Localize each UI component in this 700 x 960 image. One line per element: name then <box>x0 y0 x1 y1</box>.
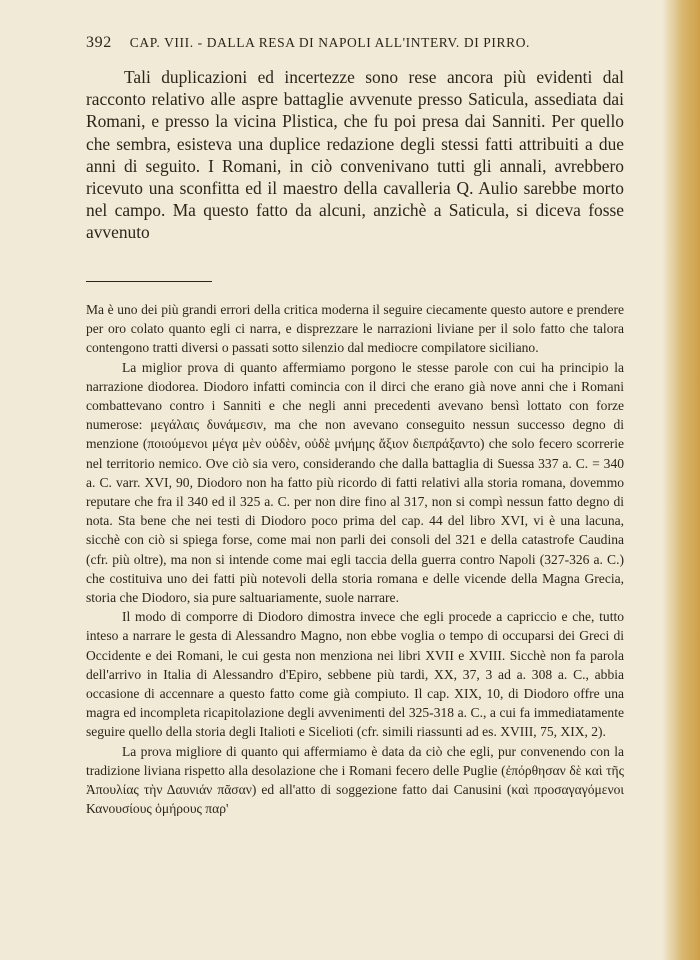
footnote-paragraph: Il modo di comporre di Diodoro dimostra invece che egli procede a capriccio e che, tutto inteso a narrare le gesta di Alessandro Magno, non ebbe voglia o tempo di occuparsi dei Greci di Occidente e dei Romani, le cui gesta non menziona nei libri XVII e XVIII. Sicchè non fa parola dell'arrivo in Italia di Alessandro d'Epiro, sebbene più tardi, XX, 37, 3 ad a. 308 a. C., abbia occasione di accennare a questo fatto come già compiuto. Il cap. XIX, 10, di Diodoro offre una magra ed incompleta ricapitolazione degli avvenimenti del 325-318 a. C., a cui fa immediatamente seguire quello della storia degli Italioti e Sicelioti (cfr. simili riassunti ad es. XVIII, 75, XIX, 2). <box>86 609 624 740</box>
footnote-separator <box>86 281 212 282</box>
main-paragraph: Tali duplicazioni ed incertezze sono rese ancora più evidenti dal racconto relativo alle aspre battaglie avvenute presso Saticula, assediata dai Romani, e presso la vicina Plistica, che fu poi presa dai Sanniti. Per quello che sembra, esisteva una duplice redazione degli stessi fatti attribuiti a due anni di seguito. I Romani, in ciò convenivano tutti gli annali, avrebbero ricevuto una sconfitta ed il maestro della cavalleria Q. Aulio sarebbe morto nel campo. Ma questo fatto da alcuni, anzichè a Saticula, si diceva fosse avvenuto <box>86 67 624 243</box>
footnotes <box>86 300 624 818</box>
footnote-paragraph: Ma è uno dei più grandi errori della critica moderna il seguire ciecamente questo autore e prendere per oro colato quanto egli ci narra, e disprezzare le narrazioni liviane per il solo fatto che talora contengono tratti diversi o passati sotto silenzio dal mediocre compilatore siciliano. <box>86 302 624 356</box>
running-title: CAP. VIII. - DALLA RESA DI NAPOLI ALL'INTERV. DI PIRRO. <box>129 35 531 50</box>
page-edge-shadow <box>662 0 700 960</box>
page-number: 392 <box>86 34 112 51</box>
footnote-paragraph: La miglior prova di quanto affermiamo porgono le stesse parole con cui ha principio la narrazione diodorea. Diodoro infatti comincia con il dirci che erano già nove anni che i Romani combattevano contro i Sanniti e che negli anni precedenti avevano bensì lottato con forze numerose: μεγάλαις δυνάμεσιν, ma che non avevano conseguito nessun successo degno di menzione (ποιούμενοι μέγα μὲν οὐδὲν, οὐδὲ μνήμης ἄξιον διεπράξαντο) che solo fecero scorrerie nel territorio nemico. Ove ciò sia vero, considerando che dalla battaglia di Suessa 337 a. C. = 340 a. C. varr. XVI, 90, Diodoro non ha fatto più ricordo di fatti relativi alla storia romana, dovemmo reputare che fra il 340 ed il 325 a. C. per non dire fino al 317, non si compì nessun fatto degno di nota. Sta bene che nei testi di Diodoro poco prima del cap. 44 del libro XVI, vi è una lacuna, sicchè con ciò si spiega forse, come mai non parli dei consoli del 321 e della catastrofe Caudina (cfr. più oltre), ma non si intende come mai egli taccia della guerra contro Napoli (327-326 a. C.) che costituiva uno dei fatti più notevoli della storia romana e delle vicende della Magna Grecia, storia che Diodoro, sia pure saltuariamente, suole narrare. <box>86 359 624 606</box>
footnote-paragraph: La prova migliore di quanto qui affermiamo è data da ciò che egli, pur convenendo con la tradizione liviana rispetto alla desolazione che i Romani fecero delle Puglie (ἐπόρθησαν δὲ καὶ τῆς Ἀπουλίας τὴν Δαυνιάν πᾶσαν) ed all'atto di soggezione fatto dai Canusini (καὶ προσαγαγόμενοι Κανουσίους ὁμήρους παρ' <box>86 743 624 817</box>
running-header <box>86 34 606 52</box>
